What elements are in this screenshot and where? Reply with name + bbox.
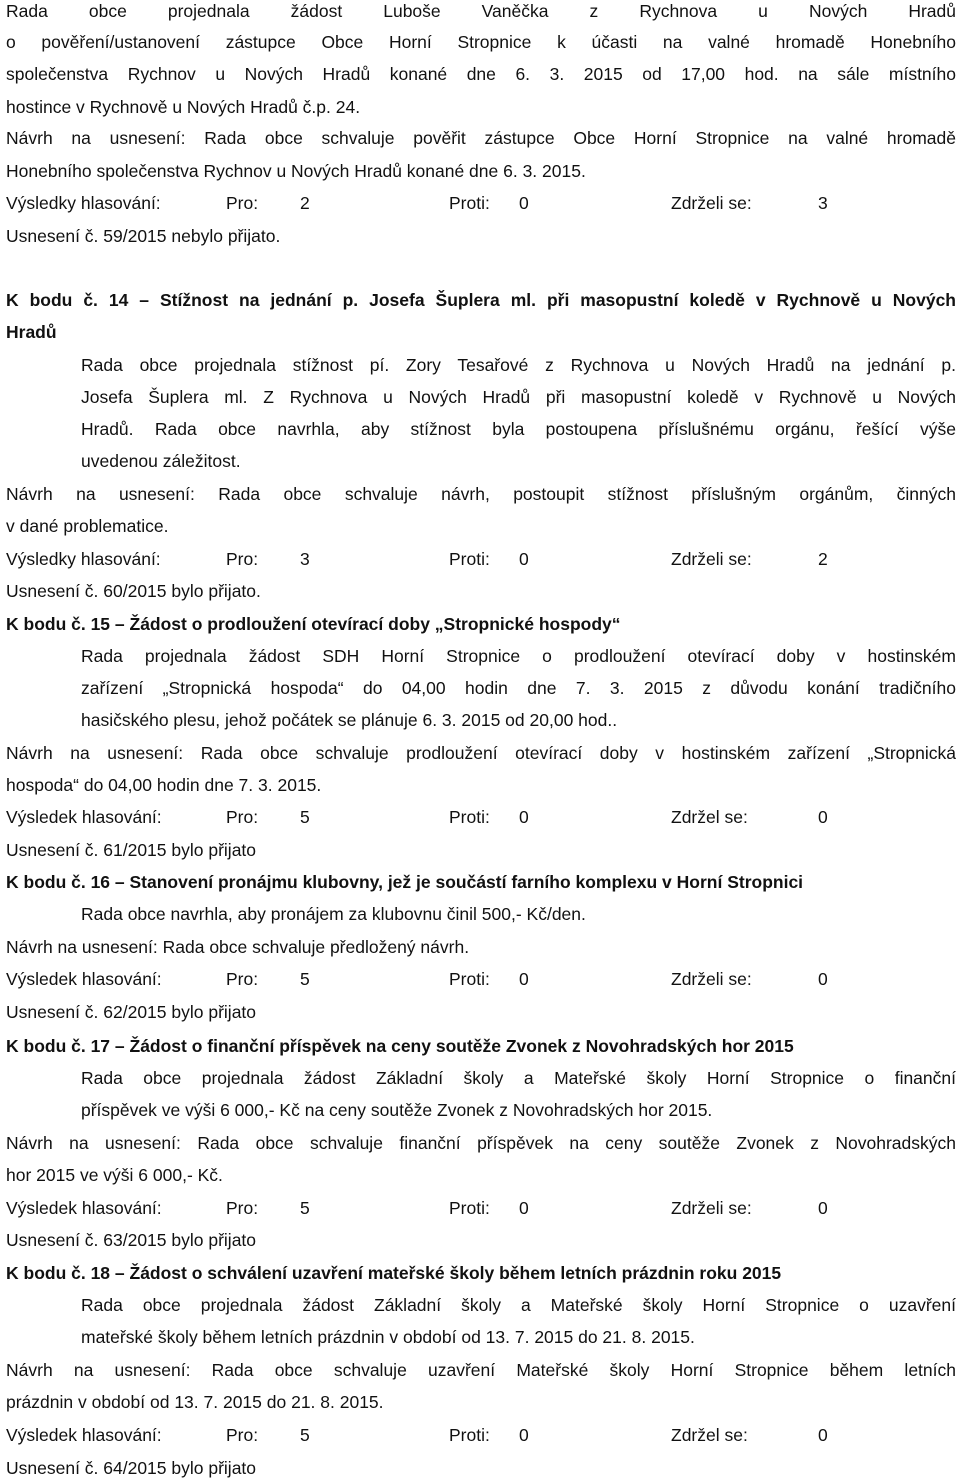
agenda-item-heading: K bodu č. 18 – Žádost o schválení uzavření mateřské školy během letních prázdnin roku 2015 — [6, 1263, 782, 1283]
vote-abstain-count: 0 — [818, 1425, 828, 1445]
vote-result-row — [6, 806, 956, 828]
paragraph-line: Rada obce projednala žádost Základní školy a Mateřské školy Horní Stropnice o finanční — [81, 1068, 956, 1088]
vote-pro-label: Pro: — [226, 807, 259, 827]
vote-label: Výsledek hlasování: — [6, 807, 162, 827]
agenda-item-heading: K bodu č. 15 – Žádost o prodloužení otevírací doby „Stropnické hospody“ — [6, 614, 621, 634]
vote-abstain-label: Zdržel se: — [671, 1425, 748, 1445]
paragraph-line: Rada obce projednala žádost Luboše Vaněčka z Rychnova u Nových Hradů — [6, 1, 956, 21]
vote-result-row — [6, 968, 956, 990]
vote-pro-label: Pro: — [226, 969, 259, 989]
vote-abstain-count: 0 — [818, 1198, 828, 1218]
resolution-number: Usnesení č. 64/2015 bylo přijato — [6, 1458, 257, 1478]
vote-pro-count: 5 — [300, 969, 310, 989]
agenda-item-heading: Hradů — [6, 322, 57, 342]
resolution-number: Usnesení č. 59/2015 nebylo přijato. — [6, 226, 281, 246]
paragraph-line: zařízení „Stropnická hospoda“ do 04,00 hodin dne 7. 3. 2015 z důvodu konání tradičního — [81, 678, 956, 698]
resolution-proposal: hospoda“ do 04,00 hodin dne 7. 3. 2015. — [6, 775, 322, 795]
resolution-number: Usnesení č. 60/2015 bylo přijato. — [6, 581, 261, 601]
paragraph-line: Rada obce projednala stížnost pí. Zory Tesařové z Rychnova u Nových Hradů na jednání p. — [81, 355, 956, 375]
vote-pro-label: Pro: — [226, 193, 259, 213]
resolution-number: Usnesení č. 62/2015 bylo přijato — [6, 1002, 257, 1022]
resolution-proposal: v dané problematice. — [6, 516, 169, 536]
vote-proti-count: 0 — [519, 549, 529, 569]
vote-proti-count: 0 — [519, 1198, 529, 1218]
resolution-proposal: hor 2015 ve výši 6 000,- Kč. — [6, 1165, 223, 1185]
paragraph-line: o pověření/ustanovení zástupce Obce Horní Stropnice k účasti na valné hromadě Honebního — [6, 32, 956, 52]
resolution-proposal: Návrh na usnesení: Rada obce schvaluje předložený návrh. — [6, 937, 470, 957]
resolution-number: Usnesení č. 63/2015 bylo přijato — [6, 1230, 257, 1250]
vote-proti-label: Proti: — [449, 193, 490, 213]
vote-result-row — [6, 548, 956, 570]
vote-abstain-label: Zdržel se: — [671, 807, 748, 827]
vote-abstain-count: 0 — [818, 969, 828, 989]
vote-label: Výsledek hlasování: — [6, 1198, 162, 1218]
vote-abstain-label: Zdrželi se: — [671, 1198, 752, 1218]
vote-abstain-label: Zdrželi se: — [671, 969, 752, 989]
vote-pro-count: 5 — [300, 807, 310, 827]
resolution-proposal: Návrh na usnesení: Rada obce schvaluje návrh, postoupit stížnost příslušným orgánům, činných — [6, 484, 956, 504]
vote-abstain-label: Zdrželi se: — [671, 549, 752, 569]
paragraph-line: uvedenou záležitost. — [81, 451, 241, 471]
vote-result-row — [6, 192, 956, 214]
paragraph-line: Rada obce projednala žádost Základní školy a Mateřské školy Horní Stropnice o uzavření — [81, 1295, 956, 1315]
paragraph-line: Rada obce navrhla, aby pronájem za klubovnu činil 500,- Kč/den. — [81, 904, 586, 924]
agenda-item-heading: K bodu č. 17 – Žádost o finanční příspěvek na ceny soutěže Zvonek z Novohradských hor 2015 — [6, 1036, 794, 1056]
vote-proti-label: Proti: — [449, 549, 490, 569]
vote-abstain-count: 0 — [818, 807, 828, 827]
vote-abstain-count: 3 — [818, 193, 828, 213]
vote-abstain-label: Zdrželi se: — [671, 193, 752, 213]
resolution-number: Usnesení č. 61/2015 bylo přijato — [6, 840, 257, 860]
paragraph-line: Hradů. Rada obce navrhla, aby stížnost byla postoupena příslušnému orgánu, řešící výše — [81, 419, 956, 439]
vote-proti-label: Proti: — [449, 1425, 490, 1445]
paragraph-line: mateřské školy během letních prázdnin v období od 13. 7. 2015 do 21. 8. 2015. — [81, 1327, 695, 1347]
resolution-proposal: Honebního společenstva Rychnov u Nových Hradů konané dne 6. 3. 2015. — [6, 161, 586, 181]
vote-proti-label: Proti: — [449, 1198, 490, 1218]
vote-pro-count: 5 — [300, 1198, 310, 1218]
vote-proti-count: 0 — [519, 1425, 529, 1445]
vote-label: Výsledek hlasování: — [6, 1425, 162, 1445]
agenda-item-heading: K bodu č. 14 – Stížnost na jednání p. Josefa Šuplera ml. při masopustní koledě v Rychnově u Nových — [6, 290, 956, 310]
paragraph-line: Rada projednala žádost SDH Horní Stropnice o prodloužení otevírací doby v hostinském — [81, 646, 956, 666]
paragraph-line: Josefa Šuplera ml. Z Rychnova u Nových Hradů při masopustní koledě v Rychnově u Nových — [81, 387, 956, 407]
vote-proti-count: 0 — [519, 807, 529, 827]
vote-abstain-count: 2 — [818, 549, 828, 569]
vote-label: Výsledky hlasování: — [6, 549, 161, 569]
vote-proti-count: 0 — [519, 193, 529, 213]
vote-result-row — [6, 1424, 956, 1446]
paragraph-line: příspěvek ve výši 6 000,- Kč na ceny soutěže Zvonek z Novohradských hor 2015. — [81, 1100, 713, 1120]
resolution-proposal: Návrh na usnesení: Rada obce schvaluje pověřit zástupce Obce Horní Stropnice na valné hromadě — [6, 128, 956, 148]
resolution-proposal: prázdnin v období od 13. 7. 2015 do 21. 8. 2015. — [6, 1392, 384, 1412]
resolution-proposal: Návrh na usnesení: Rada obce schvaluje finanční příspěvek na ceny soutěže Zvonek z Novohradských — [6, 1133, 956, 1153]
vote-pro-count: 5 — [300, 1425, 310, 1445]
vote-proti-count: 0 — [519, 969, 529, 989]
paragraph-line: hostince v Rychnově u Nových Hradů č.p. 24. — [6, 97, 361, 117]
vote-pro-count: 3 — [300, 549, 310, 569]
vote-label: Výsledky hlasování: — [6, 193, 161, 213]
vote-pro-label: Pro: — [226, 1425, 259, 1445]
vote-label: Výsledek hlasování: — [6, 969, 162, 989]
resolution-proposal: Návrh na usnesení: Rada obce schvaluje uzavření Mateřské školy Horní Stropnice během letních — [6, 1360, 956, 1380]
vote-proti-label: Proti: — [449, 807, 490, 827]
paragraph-line: společenstva Rychnov u Nových Hradů konané dne 6. 3. 2015 od 17,00 hod. na sále místního — [6, 64, 956, 84]
agenda-item-heading: K bodu č. 16 – Stanovení pronájmu klubovny, jež je součástí farního komplexu v Horní Stropnici — [6, 872, 804, 892]
vote-pro-count: 2 — [300, 193, 310, 213]
paragraph-line: hasičského plesu, jehož počátek se plánuje 6. 3. 2015 od 20,00 hod.. — [81, 710, 618, 730]
vote-proti-label: Proti: — [449, 969, 490, 989]
vote-pro-label: Pro: — [226, 1198, 259, 1218]
resolution-proposal: Návrh na usnesení: Rada obce schvaluje prodloužení otevírací doby v hostinském zařízení „Stropnická — [6, 743, 956, 763]
vote-pro-label: Pro: — [226, 549, 259, 569]
vote-result-row — [6, 1197, 956, 1219]
